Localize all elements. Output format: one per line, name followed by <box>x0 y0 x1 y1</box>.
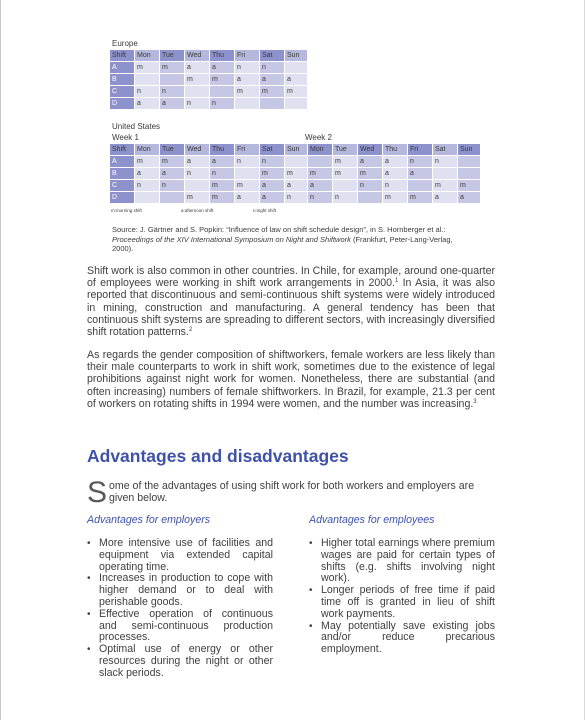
shift-cell: m <box>235 180 259 191</box>
shift-cell: a <box>235 74 259 85</box>
shift-cell: m <box>383 192 407 203</box>
shift-cell: n <box>185 98 209 109</box>
section-heading: Advantages and disadvantages <box>87 446 349 466</box>
shift-cell: n <box>358 180 382 191</box>
shift-cell: a <box>260 192 284 203</box>
shift-cell: m <box>185 74 209 85</box>
column-header: Fri <box>408 144 432 155</box>
shift-cell <box>185 180 209 191</box>
bullet-icon: • <box>87 538 91 549</box>
shift-cell <box>458 168 480 179</box>
shift-cell <box>135 192 159 203</box>
shift-cell <box>210 86 234 97</box>
paragraph-other-countries <box>87 265 495 338</box>
column-header: Tue <box>160 50 184 61</box>
shift-cell <box>135 74 159 85</box>
shift-cell: m <box>358 168 382 179</box>
shift-cell <box>235 168 259 179</box>
shift-cell: a <box>135 168 159 179</box>
shift-cell: m <box>333 156 357 167</box>
table-row <box>110 180 480 191</box>
shift-cell: m <box>433 180 457 191</box>
week1-label: Week 1 <box>112 133 139 142</box>
column-header: Wed <box>185 50 209 61</box>
shift-cell <box>433 168 457 179</box>
drop-cap: S <box>87 476 108 509</box>
shift-cell: a <box>358 156 382 167</box>
column-header: Mon <box>135 144 159 155</box>
column-header: Sun <box>285 50 307 61</box>
shift-cell: m <box>408 192 432 203</box>
legend-afternoon: a:afternoon shift <box>181 208 214 213</box>
table-header-row <box>110 50 307 61</box>
list-item <box>87 538 273 573</box>
shift-cell: n <box>235 156 259 167</box>
shift-cell: a <box>458 192 480 203</box>
column-header: Sat <box>260 144 284 155</box>
para1-text-a: Shift work is also common in other countries. In Chile, for example, around one-quarter of employees were working in shift work arrangements in 2000. <box>87 265 495 290</box>
page-edge <box>0 0 1 720</box>
shift-cell: a <box>260 180 284 191</box>
subhead-employers: Advantages for employers <box>87 514 211 526</box>
shift-cell <box>285 98 307 109</box>
table-row <box>110 156 480 167</box>
column-header: Tue <box>160 144 184 155</box>
column-header: Sat <box>260 50 284 61</box>
column-header: Sat <box>433 144 457 155</box>
para1-text-b: In Asia, it was also reported that discontinuous and semi-continuous shift systems were widely introduced in mining, construction and manufacturing. A general tendency has been that continuous shift systems are spreading to different sectors, with increasingly diversified shift rotation patterns. <box>87 277 495 339</box>
shift-cell: n <box>333 192 357 203</box>
shift-cell: m <box>308 168 332 179</box>
shift-cell <box>333 180 357 191</box>
shift-cell: m <box>458 180 480 191</box>
bullet-icon: • <box>87 573 91 585</box>
column-header: Sun <box>458 144 480 155</box>
shift-cell: m <box>160 156 184 167</box>
shift-cell: a <box>185 62 209 73</box>
shift-cell: m <box>210 180 234 191</box>
table-row <box>110 74 307 85</box>
shift-cell: m <box>260 86 284 97</box>
shift-cell: m <box>333 168 357 179</box>
shift-cell: a <box>308 180 332 191</box>
shift-cell: a <box>135 98 159 109</box>
column-header: Mon <box>308 144 332 155</box>
europe-shift-table <box>109 49 308 110</box>
shift-cell: m <box>135 156 159 167</box>
shift-cell <box>185 86 209 97</box>
shift-cell: m <box>160 62 184 73</box>
subhead-employees: Advantages for employees <box>309 514 435 526</box>
column-header: Thu <box>210 144 234 155</box>
shift-cell: m <box>285 86 307 97</box>
shift-cell <box>358 192 382 203</box>
list-item-text: More intensive use of facilities and equipment via extended capital operating time. <box>99 537 273 573</box>
shift-cell: n <box>135 180 159 191</box>
column-header: Wed <box>358 144 382 155</box>
bullet-icon: • <box>309 620 313 632</box>
shift-cell: n <box>260 62 284 73</box>
footnote-ref-3[interactable]: 3 <box>473 398 477 405</box>
list-item <box>309 621 495 656</box>
column-header: Thu <box>383 144 407 155</box>
shift-cell: m <box>260 168 284 179</box>
bullet-icon: • <box>309 585 313 597</box>
shift-cell: a <box>210 62 234 73</box>
list-item-text: Effective operation of continuous and semi-continuous production processes. <box>99 607 273 644</box>
source-title: Proceedings of the XIV International Symposium on Night and Shiftwork <box>112 234 351 244</box>
shift-cell: n <box>160 86 184 97</box>
column-header: Fri <box>235 50 259 61</box>
para2-text: As regards the gender composition of shiftworkers, female workers are less likely than their male counterparts to work in shift work, sometimes due to the existence of legal prohibitions against night work for women. Nonetheless, there are substantial (and often increasing) numbers of female shiftworkers. In Brazil, for example, 21.3 per cent of workers on rotating shifts in 1994 were women, and the number was increasing. <box>87 349 495 410</box>
shift-cell: n <box>210 168 234 179</box>
shift-cell: a <box>383 156 407 167</box>
column-header: Shift <box>110 144 134 155</box>
shift-cell: n <box>210 98 234 109</box>
shift-cell: a <box>433 192 457 203</box>
source-note <box>112 225 472 254</box>
table-row <box>110 168 480 179</box>
shift-label-cell: B <box>110 74 134 85</box>
week2-label: Week 2 <box>305 133 332 142</box>
shift-cell: m <box>210 74 234 85</box>
source-publisher: (Frankfurt, Peter-Lang-Verlag, 2000). <box>112 234 453 253</box>
footnote-ref-2[interactable]: 2 <box>188 327 193 334</box>
bullet-icon: • <box>309 538 313 549</box>
shift-cell <box>285 156 307 167</box>
shift-cell: a <box>408 168 432 179</box>
shift-cell: a <box>160 168 184 179</box>
shift-label-cell: A <box>110 156 134 167</box>
table-row <box>110 86 307 97</box>
shift-cell: a <box>160 98 184 109</box>
bullet-icon: • <box>87 608 91 620</box>
europe-label: Europe <box>112 39 138 48</box>
shift-cell: a <box>285 180 307 191</box>
shift-cell <box>285 62 307 73</box>
section-intro: ome of the advantages of using shift work for both workers and employers are given below. <box>109 480 475 504</box>
shift-label-cell: C <box>110 86 134 97</box>
us-shift-table <box>109 143 481 204</box>
shift-cell: a <box>185 156 209 167</box>
shift-cell: n <box>383 180 407 191</box>
shift-label-cell: B <box>110 168 134 179</box>
list-item-text: May potentially save existing jobs and/or reduce precarious employment. <box>321 619 495 656</box>
shift-cell: n <box>135 86 159 97</box>
shift-cell: a <box>383 168 407 179</box>
shift-cell <box>160 192 184 203</box>
shift-label-cell: D <box>110 192 134 203</box>
shift-label-cell: C <box>110 180 134 191</box>
column-header: Mon <box>135 50 159 61</box>
paragraph-gender <box>87 349 495 410</box>
list-item <box>309 538 495 585</box>
shift-cell <box>260 98 284 109</box>
list-item-text: Increases in production to cope with higher demand or to deal with perishable goods. <box>99 572 273 608</box>
list-item <box>309 585 495 620</box>
list-item-text: Higher total earnings where premium wages are paid for certain types of shifts (e.g. shifts involving night work). <box>321 537 495 585</box>
legend-morning: m:morning shift <box>111 208 142 213</box>
shift-cell <box>408 180 432 191</box>
list-item-text: Longer periods of free time if paid time off is granted in lieu of shift work payments. <box>321 584 495 620</box>
shift-cell: n <box>433 156 457 167</box>
shift-cell: n <box>408 156 432 167</box>
shift-cell <box>308 156 332 167</box>
shift-cell <box>160 74 184 85</box>
shift-cell: n <box>308 192 332 203</box>
column-header: Fri <box>235 144 259 155</box>
shift-cell: n <box>160 180 184 191</box>
table-row <box>110 192 480 203</box>
table-row <box>110 98 307 109</box>
shift-cell: n <box>260 156 284 167</box>
shift-cell: a <box>235 192 259 203</box>
column-header: Thu <box>210 50 234 61</box>
shift-cell: m <box>210 192 234 203</box>
bullet-icon: • <box>87 644 91 656</box>
us-label: United States <box>112 122 161 131</box>
column-header: Sun <box>285 144 307 155</box>
legend-night: n:night shift <box>253 208 277 213</box>
list-item <box>87 644 273 679</box>
shift-cell: n <box>285 192 307 203</box>
shift-label-cell: A <box>110 62 134 73</box>
source-text: Source: J. Gärtner and S. Popkin: “Influence of law on shift schedule design”, in S. Hornberger et al.: <box>112 225 446 234</box>
shift-cell: a <box>285 74 307 85</box>
shift-label-cell: D <box>110 98 134 109</box>
column-header: Wed <box>185 144 209 155</box>
shift-cell: m <box>235 86 259 97</box>
shift-cell: a <box>210 156 234 167</box>
shift-cell: m <box>185 192 209 203</box>
shift-cell <box>235 98 259 109</box>
list-item <box>87 609 273 644</box>
shift-cell: m <box>285 168 307 179</box>
employers-advantages-list <box>87 538 273 680</box>
footnote-ref-1[interactable]: 1 <box>395 278 399 285</box>
table-header-row <box>110 144 480 155</box>
list-item <box>87 573 273 608</box>
column-header: Shift <box>110 50 134 61</box>
employees-advantages-list <box>309 538 495 656</box>
shift-cell: n <box>235 62 259 73</box>
shift-cell: a <box>260 74 284 85</box>
column-header: Tue <box>333 144 357 155</box>
list-item-text: Optimal use of energy or other resources during the night or other slack periods. <box>99 643 273 679</box>
shift-cell <box>458 156 480 167</box>
table-row <box>110 62 307 73</box>
shift-cell: n <box>185 168 209 179</box>
shift-cell: m <box>135 62 159 73</box>
